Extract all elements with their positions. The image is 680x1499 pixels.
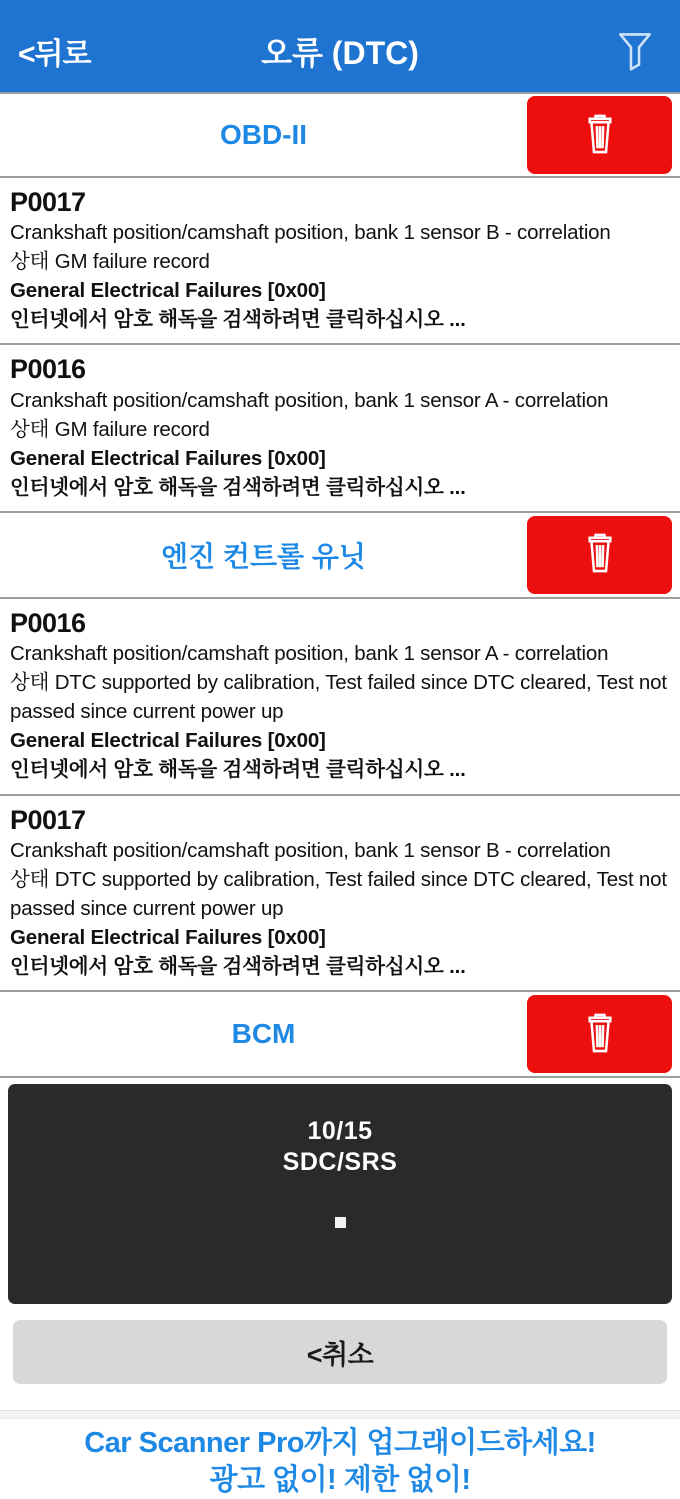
ad-divider <box>0 1410 680 1419</box>
dtc-category: General Electrical Failures [0x00] <box>10 446 326 470</box>
dtc-description: Crankshaft position/camshaft position, bank 1 sensor A - correlation <box>10 642 609 666</box>
dtc-code: P0016 <box>10 607 86 638</box>
dtc-entry[interactable] <box>0 599 680 796</box>
dtc-status: 상태 DTC supported by calibration, Test failed since DTC cleared, Test not passed since current power up <box>10 867 667 920</box>
dtc-description: Crankshaft position/camshaft position, bank 1 sensor B - correlation <box>10 221 611 245</box>
loading-indicator <box>335 1217 346 1228</box>
section-header-obd2 <box>0 92 680 178</box>
scan-progress-overlay <box>8 1084 672 1304</box>
dtc-lookup-link[interactable]: 인터넷에서 암호 해독을 검색하려면 클릭하십시오 ... <box>10 308 466 332</box>
dtc-code: P0017 <box>10 187 86 217</box>
page-title: 오류 (DTC) <box>261 35 419 71</box>
section-label: 엔진 컨트롤 유닛 <box>161 540 366 572</box>
app-header <box>0 0 680 92</box>
progress-module: SDC/SRS <box>282 1148 398 1177</box>
dtc-status: 상태 GM failure record <box>10 417 210 441</box>
delete-obd2-dtcs-button[interactable] <box>527 96 672 174</box>
delete-ecu-dtcs-button[interactable] <box>527 516 672 594</box>
section-header-ecu <box>0 513 680 599</box>
filter-icon <box>613 26 657 77</box>
dtc-category: General Electrical Failures [0x00] <box>10 279 326 303</box>
section-label: BCM <box>231 1018 296 1050</box>
dtc-lookup-link[interactable]: 인터넷에서 암호 해독을 검색하려면 클릭하십시오 ... <box>10 475 466 499</box>
trash-icon <box>581 530 619 579</box>
dtc-code: P0017 <box>10 804 86 835</box>
dtc-list <box>0 92 680 1078</box>
upgrade-banner[interactable] <box>0 1419 680 1499</box>
cancel-button[interactable]: <취소 <box>13 1320 667 1384</box>
dtc-entry[interactable] <box>0 796 680 993</box>
dtc-category: General Electrical Failures [0x00] <box>10 729 326 753</box>
upgrade-line-2: 광고 없이! 제한 없이! <box>209 1464 471 1497</box>
back-button[interactable]: <뒤로 <box>18 29 90 73</box>
dtc-lookup-link[interactable]: 인터넷에서 암호 해독을 검색하려면 클릭하십시오 ... <box>10 955 466 979</box>
progress-count: 10/15 <box>307 1117 373 1146</box>
dtc-category: General Electrical Failures [0x00] <box>10 925 326 949</box>
section-label: OBD-II <box>219 119 308 150</box>
dtc-status: 상태 GM failure record <box>10 250 210 274</box>
dtc-description: Crankshaft position/camshaft position, bank 1 sensor B - correlation <box>10 838 611 862</box>
dtc-entry[interactable] <box>0 345 680 512</box>
dtc-entry[interactable] <box>0 178 680 345</box>
trash-icon <box>581 1010 619 1059</box>
dtc-code: P0016 <box>10 354 86 385</box>
filter-button[interactable] <box>608 24 662 78</box>
delete-bcm-dtcs-button[interactable] <box>527 995 672 1073</box>
dtc-status: 상태 DTC supported by calibration, Test failed since DTC cleared, Test not passed since current power up <box>10 671 667 724</box>
dtc-description: Crankshaft position/camshaft position, bank 1 sensor A - correlation <box>10 388 609 412</box>
section-header-bcm <box>0 992 680 1078</box>
dtc-lookup-link[interactable]: 인터넷에서 암호 해독을 검색하려면 클릭하십시오 ... <box>10 758 466 782</box>
upgrade-line-1: Car Scanner Pro까지 업그래이드하세요! <box>84 1427 596 1460</box>
trash-icon <box>581 111 619 160</box>
